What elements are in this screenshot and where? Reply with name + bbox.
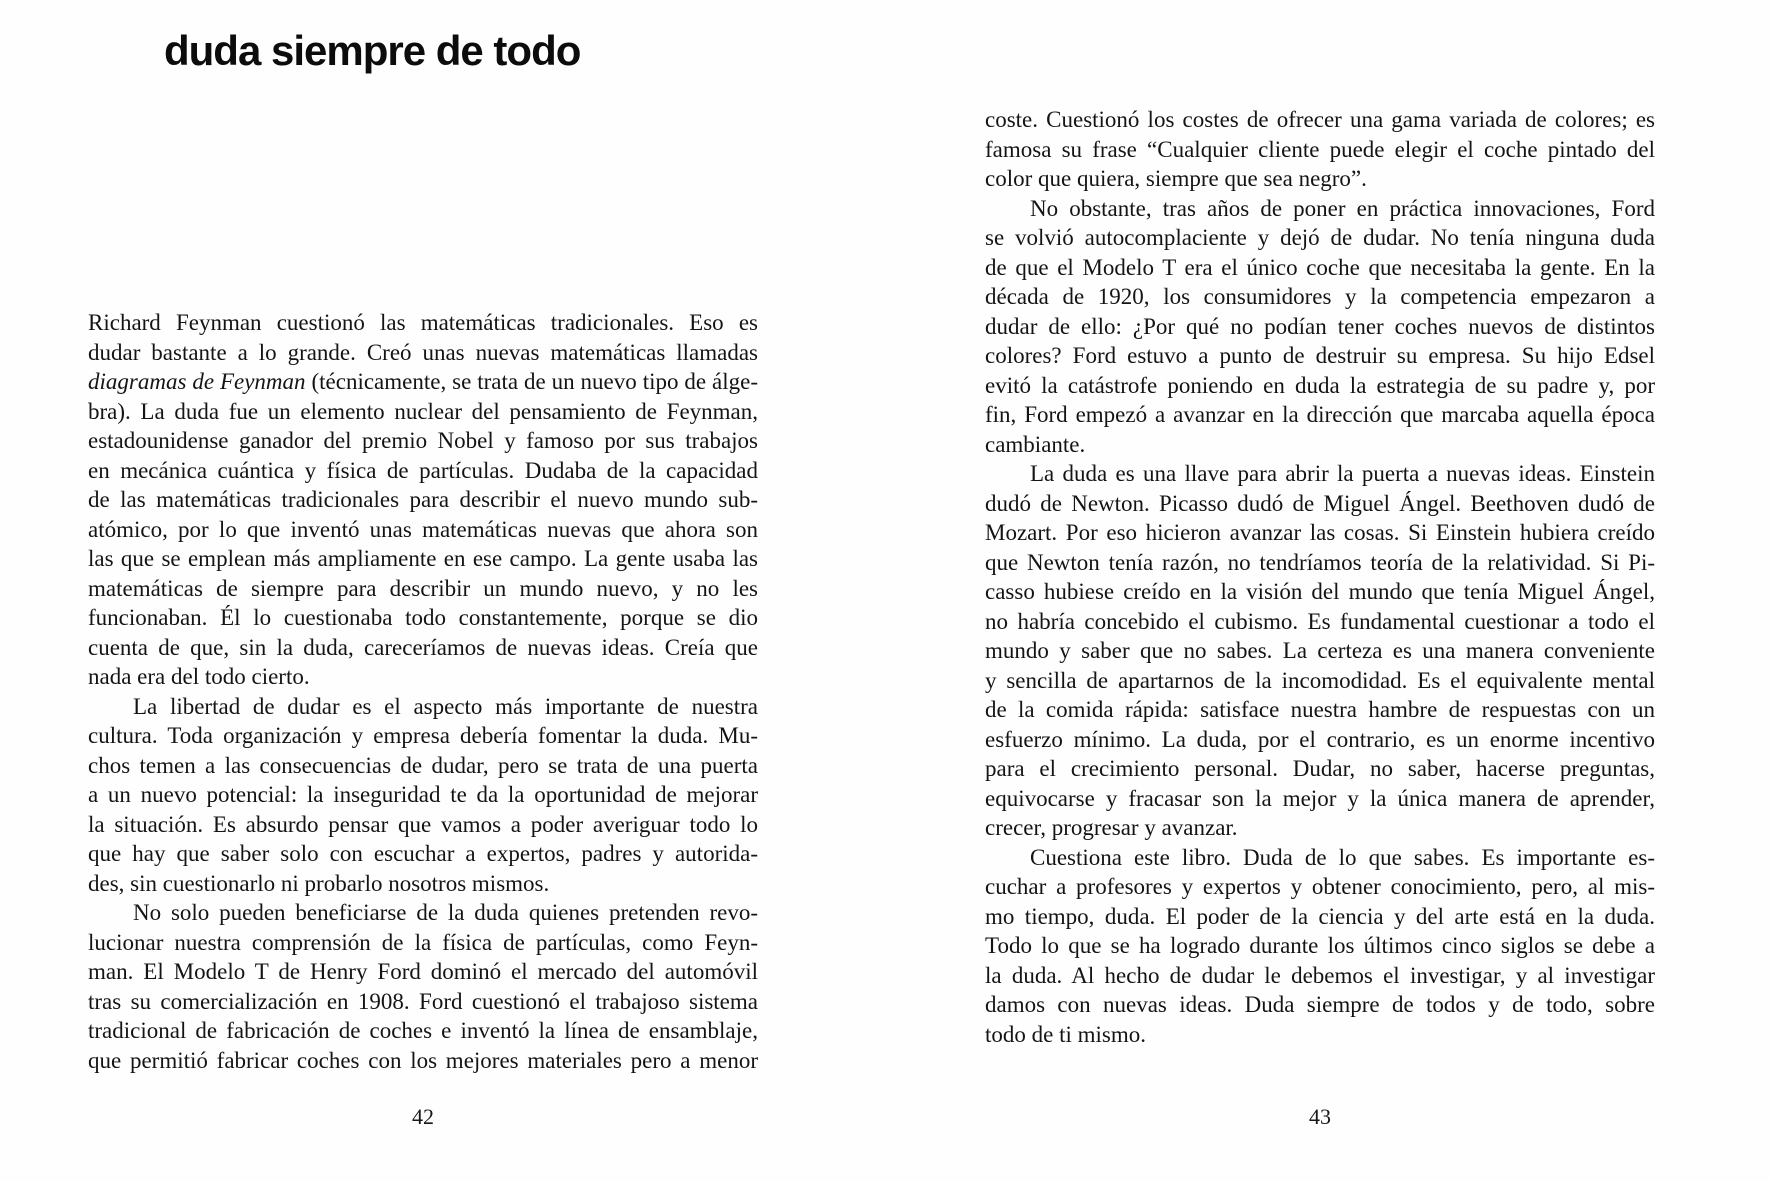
- text-line: chos temen a las consecuencias de dudar, pero se trata de una puerta: [88, 752, 758, 778]
- chapter-title: duda siempre de todo: [164, 27, 581, 74]
- text-line: famosa su frase “Cualquier cliente puede elegir el coche pintado del: [985, 136, 1655, 162]
- text-line: cultura. Toda organización y empresa debería fomentar la duda. Mu-: [88, 723, 758, 748]
- text-line: de la comida rápida: satisface nuestra hambre de respuestas con un: [985, 697, 1655, 722]
- text-line: la situación. Es absurdo pensar que vamos a poder averiguar todo lo: [88, 811, 758, 837]
- text-line: se volvió autocomplaciente y dejó de dudar. No tenía ninguna duda: [985, 225, 1655, 250]
- text-line: atómico, por lo que inventó unas matemáticas nuevas que ahora son: [88, 516, 758, 542]
- text-line: equivocarse y fracasar son la mejor y la única manera de aprender,: [985, 785, 1655, 811]
- text-line: dudar de ello: ¿Por qué no podían tener coches nuevos de distintos: [985, 313, 1655, 339]
- paragraph: [985, 843, 1655, 1050]
- text-line: color que quiera, siempre que sea negro”.: [985, 166, 1367, 191]
- text-line: cuenta de que, sin la duda, careceríamos de nuevas ideas. Creía que: [88, 634, 758, 660]
- text-line: estadounidense ganador del premio Nobel y famoso por sus trabajos: [88, 428, 758, 453]
- right-text-column: [985, 105, 1655, 1049]
- text-line: la duda. Al hecho de dudar le debemos el investigar, y al investigar: [985, 962, 1655, 988]
- text-line: damos con nuevas ideas. Duda siempre de todos y de todo, sobre: [985, 992, 1655, 1017]
- paragraph: [985, 105, 1655, 194]
- text-line: mo tiempo, duda. El poder de la ciencia y del arte está en la duda.: [985, 903, 1655, 929]
- text-line: bra). La duda fue un elemento nuclear del pensamiento de Feynman,: [88, 398, 758, 424]
- text-line: colores? Ford estuvo a punto de destruir su empresa. Su hijo Edsel: [985, 343, 1655, 368]
- text-line: y sencilla de apartarnos de la incomodidad. Es el equivalente mental: [985, 667, 1655, 693]
- page-number-right: 43: [1309, 1104, 1331, 1129]
- text-line: tras su comercialización en 1908. Ford cuestionó el trabajoso sistema: [88, 988, 758, 1014]
- text-line: no habría concebido el cubismo. Es fundamental cuestionar a todo el: [985, 608, 1655, 634]
- text-line: a un nuevo potencial: la inseguridad te da la oportunidad de mejorar: [88, 782, 758, 807]
- paragraph: [88, 898, 758, 1075]
- text-line: nada era del todo cierto.: [88, 664, 310, 689]
- paragraph: [88, 308, 758, 692]
- text-line: esfuerzo mínimo. La duda, por el contrario, es un enorme incentivo: [985, 726, 1655, 752]
- text-line: No solo pueden beneficiarse de la duda quienes pretenden revo-: [133, 900, 758, 925]
- text-line: tradicional de fabricación de coches e inventó la línea de ensamblaje,: [88, 1018, 758, 1043]
- text-line: evitó la catástrofe poniendo en duda la estrategia de su padre y, por: [985, 372, 1655, 398]
- text-line: casso hubiese creído en la visión del mundo que tenía Miguel Ángel,: [985, 579, 1655, 604]
- left-text-column: [88, 308, 758, 1075]
- text-line: lucionar nuestra comprensión de la física de partículas, como Feyn-: [88, 929, 758, 955]
- text-line: funcionaban. Él lo cuestionaba todo constantemente, porque se dio: [88, 605, 758, 630]
- text-line: cuchar a profesores y expertos y obtener conocimiento, pero, al mis-: [985, 874, 1655, 899]
- text-line: coste. Cuestionó los costes de ofrecer una gama variada de colores; es: [985, 107, 1655, 132]
- text-line: de las matemáticas tradicionales para describir el nuevo mundo sub-: [88, 487, 758, 512]
- page-number-left: 42: [412, 1104, 434, 1129]
- text-line: todo de ti mismo.: [985, 1021, 1146, 1047]
- text-line: para el crecimiento personal. Dudar, no saber, hacerse preguntas,: [985, 756, 1655, 781]
- text-line: década de 1920, los consumidores y la competencia empezaron a: [985, 284, 1655, 309]
- text-line: man. El Modelo T de Henry Ford dominó el mercado del automóvil: [88, 959, 758, 984]
- text-line: crecer, progresar y avanzar.: [985, 815, 1238, 840]
- text-line: Cuestiona este libro. Duda de lo que sabes. Es importante es-: [1030, 844, 1655, 870]
- text-line: cambiante.: [985, 431, 1086, 457]
- text-line: La libertad de dudar es el aspecto más importante de nuestra: [133, 693, 758, 719]
- text-line: dudar bastante a lo grande. Creó unas nuevas matemáticas llamadas: [88, 339, 758, 365]
- text-line: Todo lo que se ha logrado durante los últimos cinco siglos se debe a: [985, 933, 1655, 958]
- text-line: La duda es una llave para abrir la puerta a nuevas ideas. Einstein: [1030, 461, 1655, 486]
- paragraph: [985, 194, 1655, 460]
- text-line: fin, Ford empezó a avanzar en la dirección que marcaba aquella época: [985, 402, 1655, 427]
- text-line: en mecánica cuántica y física de partículas. Dudaba de la capacidad: [88, 457, 758, 483]
- text-line: que permitió fabricar coches con los mejores materiales pero a menor: [88, 1047, 758, 1073]
- text-line: matemáticas de siempre para describir un mundo nuevo, y no les: [88, 575, 758, 601]
- text-line: Mozart. Por eso hicieron avanzar las cosas. Si Einstein hubiera creído: [985, 520, 1655, 545]
- text-line: las que se emplean más ampliamente en ese campo. La gente usaba las: [88, 546, 758, 571]
- paragraph: [88, 692, 758, 899]
- text-line: diagramas de Feynman (técnicamente, se trata de un nuevo tipo de álge-: [88, 369, 759, 394]
- paragraph: [985, 459, 1655, 843]
- text-line: que hay que saber solo con escuchar a expertos, padres y autorida-: [88, 841, 758, 866]
- text-line: No obstante, tras años de poner en práctica innovaciones, Ford: [1030, 195, 1655, 221]
- text-line: que Newton tenía razón, no tendríamos teoría de la relatividad. Si Pi-: [985, 549, 1655, 575]
- text-line: dudó de Newton. Picasso dudó de Miguel Ángel. Beethoven dudó de: [985, 490, 1655, 516]
- text-line: des, sin cuestionarlo ni probarlo nosotros mismos.: [88, 870, 550, 896]
- text-line: mundo y saber que no sabes. La certeza es una manera conveniente: [985, 638, 1655, 663]
- text-line: de que el Modelo T era el único coche que necesitaba la gente. En la: [985, 254, 1655, 280]
- text-line: Richard Feynman cuestionó las matemáticas tradicionales. Eso es: [88, 310, 758, 335]
